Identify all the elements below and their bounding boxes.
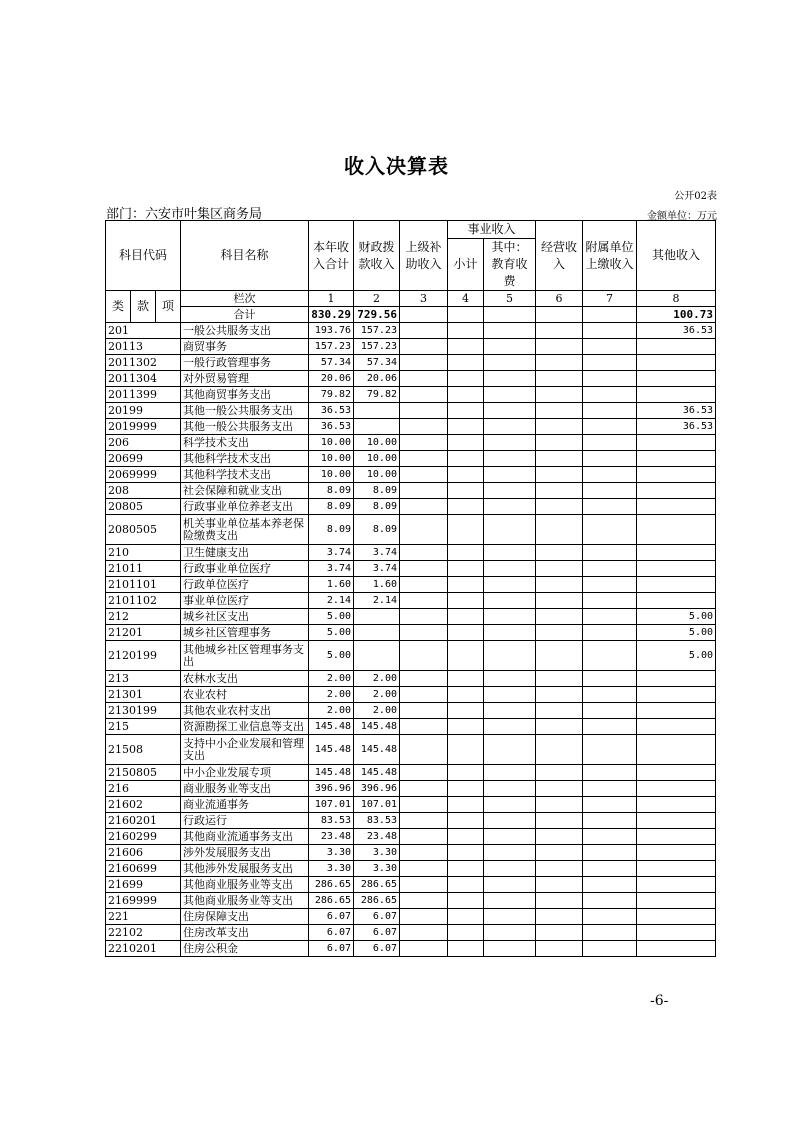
row-other: 36.53 xyxy=(637,323,716,339)
row-other xyxy=(637,545,716,561)
row-fiscal: 8.09 xyxy=(354,483,400,499)
row-fiscal xyxy=(354,625,400,641)
row-total: 1.60 xyxy=(309,577,354,593)
row-code: 213 xyxy=(106,671,181,687)
row-fiscal: 57.34 xyxy=(354,355,400,371)
header-other: 其他收入 xyxy=(637,221,716,291)
row-other xyxy=(637,909,716,925)
row-code: 210 xyxy=(106,545,181,561)
row-name: 行政事业单位医疗 xyxy=(181,561,309,577)
row-other xyxy=(637,877,716,893)
table-row xyxy=(106,625,716,641)
row-name: 其他商贸事务支出 xyxy=(181,387,309,403)
row-name: 中小企业发展专项 xyxy=(181,765,309,781)
row-name: 其他涉外发展服务支出 xyxy=(181,861,309,877)
row-code: 215 xyxy=(106,719,181,735)
row-code: 22102 xyxy=(106,925,181,941)
row-other xyxy=(637,371,716,387)
row-other xyxy=(637,467,716,483)
total-total: 830.29 xyxy=(309,307,354,323)
row-other xyxy=(637,925,716,941)
table-row xyxy=(106,593,716,609)
table-row xyxy=(106,499,716,515)
header-career: 事业收入 xyxy=(448,221,536,239)
header-total: 本年收入合计 xyxy=(309,221,354,291)
table-row xyxy=(106,561,716,577)
row-name: 其他商业服务业等支出 xyxy=(181,877,309,893)
row-total: 107.01 xyxy=(309,797,354,813)
row-code: 21011 xyxy=(106,561,181,577)
row-other xyxy=(637,813,716,829)
row-name: 住房公积金 xyxy=(181,941,309,957)
row-fiscal: 6.07 xyxy=(354,925,400,941)
row-name: 其他商业流通事务支出 xyxy=(181,829,309,845)
table-row xyxy=(106,483,716,499)
row-name: 行政事业单位养老支出 xyxy=(181,499,309,515)
table-row xyxy=(106,435,716,451)
row-other xyxy=(637,941,716,957)
row-name: 住房保障支出 xyxy=(181,909,309,925)
total-other: 100.73 xyxy=(637,307,716,323)
row-name: 一般行政管理事务 xyxy=(181,355,309,371)
table-row xyxy=(106,861,716,877)
row-total: 8.09 xyxy=(309,499,354,515)
table-row xyxy=(106,719,716,735)
row-total: 286.65 xyxy=(309,893,354,909)
row-code: 2069999 xyxy=(106,467,181,483)
row-total: 20.06 xyxy=(309,371,354,387)
row-total: 6.07 xyxy=(309,909,354,925)
table-row xyxy=(106,925,716,941)
row-name: 对外贸易管理 xyxy=(181,371,309,387)
row-code: 20113 xyxy=(106,339,181,355)
header-upper: 上级补助收入 xyxy=(400,221,448,291)
row-code: 21606 xyxy=(106,845,181,861)
total-fiscal: 729.56 xyxy=(354,307,400,323)
table-row xyxy=(106,577,716,593)
header-lei: 类 xyxy=(106,291,131,323)
table-row xyxy=(106,451,716,467)
row-name: 机关事业单位基本养老保险缴费支出 xyxy=(181,515,309,545)
row-fiscal: 10.00 xyxy=(354,435,400,451)
row-fiscal: 396.96 xyxy=(354,781,400,797)
row-total: 193.76 xyxy=(309,323,354,339)
row-other xyxy=(637,339,716,355)
row-fiscal: 145.48 xyxy=(354,765,400,781)
page-number: -6- xyxy=(650,993,669,1009)
row-name: 其他科学技术支出 xyxy=(181,467,309,483)
row-name: 其他农业农村支出 xyxy=(181,703,309,719)
row-total: 8.09 xyxy=(309,515,354,545)
row-total: 2.00 xyxy=(309,703,354,719)
header-career-sub: 小计 xyxy=(448,239,484,291)
table-row xyxy=(106,419,716,435)
row-other xyxy=(637,781,716,797)
row-fiscal: 3.74 xyxy=(354,545,400,561)
row-code: 21699 xyxy=(106,877,181,893)
row-fiscal: 3.30 xyxy=(354,861,400,877)
row-code: 208 xyxy=(106,483,181,499)
row-name: 行政运行 xyxy=(181,813,309,829)
total-label: 合计 xyxy=(181,307,309,323)
row-name: 卫生健康支出 xyxy=(181,545,309,561)
table-row xyxy=(106,403,716,419)
row-fiscal: 83.53 xyxy=(354,813,400,829)
table-row xyxy=(106,765,716,781)
table-row xyxy=(106,609,716,625)
header-career-edu: 其中：教育收费 xyxy=(484,239,536,291)
row-other xyxy=(637,387,716,403)
row-fiscal: 286.65 xyxy=(354,893,400,909)
row-total: 5.00 xyxy=(309,641,354,671)
row-other xyxy=(637,735,716,765)
row-name: 行政单位医疗 xyxy=(181,577,309,593)
row-other: 5.00 xyxy=(637,609,716,625)
row-fiscal: 23.48 xyxy=(354,829,400,845)
row-other xyxy=(637,703,716,719)
row-name: 城乡社区支出 xyxy=(181,609,309,625)
table-row xyxy=(106,781,716,797)
table-row xyxy=(106,813,716,829)
row-code: 2011302 xyxy=(106,355,181,371)
row-total: 6.07 xyxy=(309,941,354,957)
row-code: 2011304 xyxy=(106,371,181,387)
table-row xyxy=(106,515,716,545)
table-row xyxy=(106,355,716,371)
row-code: 2130199 xyxy=(106,703,181,719)
table-row xyxy=(106,687,716,703)
row-code: 20805 xyxy=(106,499,181,515)
row-fiscal: 157.23 xyxy=(354,339,400,355)
row-code: 2011399 xyxy=(106,387,181,403)
row-total: 145.48 xyxy=(309,735,354,765)
col-num-5: 5 xyxy=(484,291,536,307)
form-code: 公开02表 xyxy=(674,191,717,202)
department-label: 部门：六安市叶集区商务局 xyxy=(106,207,263,222)
row-fiscal: 145.48 xyxy=(354,719,400,735)
table-row xyxy=(106,387,716,403)
row-name: 一般公共服务支出 xyxy=(181,323,309,339)
row-fiscal: 2.14 xyxy=(354,593,400,609)
row-code: 21301 xyxy=(106,687,181,703)
table-row xyxy=(106,877,716,893)
row-fiscal: 10.00 xyxy=(354,467,400,483)
unit-label: 金额单位：万元 xyxy=(647,211,717,222)
row-fiscal: 20.06 xyxy=(354,371,400,387)
row-other: 5.00 xyxy=(637,641,716,671)
row-code: 21508 xyxy=(106,735,181,765)
row-other: 36.53 xyxy=(637,419,716,435)
row-fiscal xyxy=(354,419,400,435)
income-table xyxy=(105,220,716,957)
row-fiscal: 10.00 xyxy=(354,451,400,467)
row-fiscal: 6.07 xyxy=(354,909,400,925)
header-name: 科目名称 xyxy=(181,221,309,291)
row-name: 支持中小企业发展和管理支出 xyxy=(181,735,309,765)
row-total: 10.00 xyxy=(309,467,354,483)
row-code: 2120199 xyxy=(106,641,181,671)
header-fiscal: 财政拨款收入 xyxy=(354,221,400,291)
row-total: 79.82 xyxy=(309,387,354,403)
row-total: 3.30 xyxy=(309,845,354,861)
row-fiscal: 2.00 xyxy=(354,687,400,703)
col-num-8: 8 xyxy=(637,291,716,307)
row-other: 5.00 xyxy=(637,625,716,641)
row-name: 商业流通事务 xyxy=(181,797,309,813)
row-fiscal: 3.30 xyxy=(354,845,400,861)
row-total: 3.30 xyxy=(309,861,354,877)
row-name: 事业单位医疗 xyxy=(181,593,309,609)
row-name: 资源勘探工业信息等支出 xyxy=(181,719,309,735)
row-other: 36.53 xyxy=(637,403,716,419)
row-fiscal: 286.65 xyxy=(354,877,400,893)
row-total: 83.53 xyxy=(309,813,354,829)
col-num-4: 4 xyxy=(448,291,484,307)
row-total: 10.00 xyxy=(309,435,354,451)
row-fiscal: 6.07 xyxy=(354,941,400,957)
table-row xyxy=(106,735,716,765)
row-total: 2.00 xyxy=(309,671,354,687)
row-code: 221 xyxy=(106,909,181,925)
row-code: 20699 xyxy=(106,451,181,467)
table-row xyxy=(106,909,716,925)
row-other xyxy=(637,515,716,545)
table-row xyxy=(106,893,716,909)
row-code: 2160699 xyxy=(106,861,181,877)
row-name: 其他城乡社区管理事务支出 xyxy=(181,641,309,671)
row-name: 涉外发展服务支出 xyxy=(181,845,309,861)
header-xiang: 项 xyxy=(156,291,181,323)
row-other xyxy=(637,483,716,499)
row-code: 2160299 xyxy=(106,829,181,845)
row-name: 科学技术支出 xyxy=(181,435,309,451)
header-code: 科目代码 xyxy=(106,221,181,291)
row-name: 农业农村 xyxy=(181,687,309,703)
row-total: 23.48 xyxy=(309,829,354,845)
col-num-7: 7 xyxy=(583,291,637,307)
row-fiscal: 145.48 xyxy=(354,735,400,765)
row-total: 5.00 xyxy=(309,609,354,625)
header-affiliate: 附属单位上缴收入 xyxy=(583,221,637,291)
row-code: 2019999 xyxy=(106,419,181,435)
row-other xyxy=(637,861,716,877)
row-other xyxy=(637,593,716,609)
row-total: 10.00 xyxy=(309,451,354,467)
row-other xyxy=(637,355,716,371)
table-row xyxy=(106,545,716,561)
row-other xyxy=(637,671,716,687)
row-code: 216 xyxy=(106,781,181,797)
row-name: 商贸事务 xyxy=(181,339,309,355)
row-code: 206 xyxy=(106,435,181,451)
row-other xyxy=(637,719,716,735)
row-name: 住房改革支出 xyxy=(181,925,309,941)
row-other xyxy=(637,845,716,861)
row-total: 3.74 xyxy=(309,561,354,577)
col-num-6: 6 xyxy=(536,291,583,307)
table-row xyxy=(106,371,716,387)
row-other xyxy=(637,577,716,593)
row-total: 2.14 xyxy=(309,593,354,609)
header-lanci: 栏次 xyxy=(181,291,309,307)
table-row xyxy=(106,671,716,687)
row-total: 57.34 xyxy=(309,355,354,371)
row-total: 145.48 xyxy=(309,765,354,781)
table-row xyxy=(106,467,716,483)
row-fiscal: 3.74 xyxy=(354,561,400,577)
row-code: 2169999 xyxy=(106,893,181,909)
row-total: 157.23 xyxy=(309,339,354,355)
row-total: 286.65 xyxy=(309,877,354,893)
row-code: 2101102 xyxy=(106,593,181,609)
row-code: 201 xyxy=(106,323,181,339)
row-total: 3.74 xyxy=(309,545,354,561)
col-num-1: 1 xyxy=(309,291,354,307)
row-other xyxy=(637,451,716,467)
row-name: 其他科学技术支出 xyxy=(181,451,309,467)
row-other xyxy=(637,893,716,909)
row-name: 社会保障和就业支出 xyxy=(181,483,309,499)
row-code: 21602 xyxy=(106,797,181,813)
table-row xyxy=(106,829,716,845)
row-total: 396.96 xyxy=(309,781,354,797)
row-other xyxy=(637,687,716,703)
row-fiscal xyxy=(354,641,400,671)
page-title: 收入决算表 xyxy=(344,154,449,178)
col-num-3: 3 xyxy=(400,291,448,307)
row-total: 6.07 xyxy=(309,925,354,941)
total-row xyxy=(106,307,716,323)
row-total: 36.53 xyxy=(309,419,354,435)
col-num-2: 2 xyxy=(354,291,400,307)
table-row xyxy=(106,845,716,861)
row-name: 其他一般公共服务支出 xyxy=(181,403,309,419)
row-name: 商业服务业等支出 xyxy=(181,781,309,797)
row-code: 212 xyxy=(106,609,181,625)
row-other xyxy=(637,765,716,781)
row-other xyxy=(637,797,716,813)
row-code: 2160201 xyxy=(106,813,181,829)
row-fiscal: 8.09 xyxy=(354,515,400,545)
row-code: 20199 xyxy=(106,403,181,419)
row-fiscal: 8.09 xyxy=(354,499,400,515)
row-code: 2101101 xyxy=(106,577,181,593)
table-row xyxy=(106,339,716,355)
row-total: 5.00 xyxy=(309,625,354,641)
row-fiscal: 157.23 xyxy=(354,323,400,339)
row-other xyxy=(637,561,716,577)
row-code: 21201 xyxy=(106,625,181,641)
row-fiscal: 2.00 xyxy=(354,703,400,719)
row-other xyxy=(637,829,716,845)
row-name: 其他商业服务业等支出 xyxy=(181,893,309,909)
row-other xyxy=(637,499,716,515)
row-fiscal xyxy=(354,403,400,419)
row-code: 2210201 xyxy=(106,941,181,957)
row-total: 36.53 xyxy=(309,403,354,419)
row-name: 城乡社区管理事务 xyxy=(181,625,309,641)
row-fiscal xyxy=(354,609,400,625)
row-fiscal: 1.60 xyxy=(354,577,400,593)
table-row xyxy=(106,797,716,813)
table-row xyxy=(106,323,716,339)
row-fiscal: 107.01 xyxy=(354,797,400,813)
table-row xyxy=(106,641,716,671)
row-other xyxy=(637,435,716,451)
header-kuan: 款 xyxy=(131,291,156,323)
row-name: 其他一般公共服务支出 xyxy=(181,419,309,435)
row-fiscal: 79.82 xyxy=(354,387,400,403)
row-fiscal: 2.00 xyxy=(354,671,400,687)
row-total: 145.48 xyxy=(309,719,354,735)
row-name: 农林水支出 xyxy=(181,671,309,687)
row-total: 8.09 xyxy=(309,483,354,499)
table-row xyxy=(106,941,716,957)
header-operating: 经营收入 xyxy=(536,221,583,291)
row-total: 2.00 xyxy=(309,687,354,703)
row-code: 2080505 xyxy=(106,515,181,545)
table-row xyxy=(106,703,716,719)
row-code: 2150805 xyxy=(106,765,181,781)
